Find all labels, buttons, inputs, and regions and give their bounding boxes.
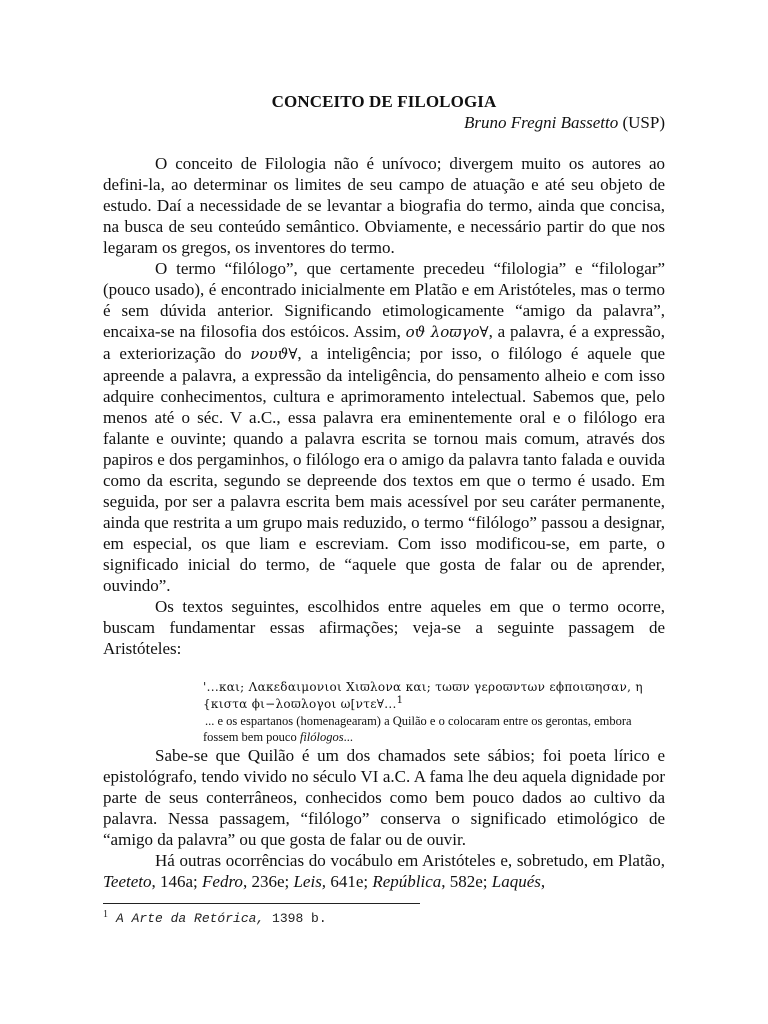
- greek-term-logos: οϑ λοϖγο∀: [405, 323, 489, 341]
- ref-1: , 146a;: [151, 872, 203, 891]
- quote-translation: [203, 713, 665, 745]
- author-name: Bruno Fregni Bassetto: [463, 113, 619, 132]
- author-affiliation: (USP): [622, 113, 665, 132]
- ref-3: 641e;: [326, 872, 373, 891]
- footnote: [103, 908, 327, 926]
- quote-greek-line-1: '...και; Λακεδαιμονιοι Χιϖλονα και; τωϖν γεροϖντων εϕποιϖησαν, η: [203, 680, 643, 694]
- quote-translation-end: ...: [343, 730, 353, 744]
- paragraph-2-text-a: O termo “filólogo”, que certamente precedeu “filologia” e “filologar” (pouco usado), é encontrado inicialmente em Platão e em Aristóteles, mas o termo é sem dúvida anterior. Significando etimologicamente “amigo da palavra”, encaixa-se na filosofia dos estóicos. Assim,: [103, 259, 665, 341]
- paragraph-5-text: Há outras ocorrências do vocábulo em Aristóteles e, sobretudo, em Platão,: [155, 851, 665, 870]
- document-title: CONCEITO DE FILOLOGIA: [271, 92, 497, 111]
- ref-4: , 582e;: [441, 872, 492, 891]
- footnote-divider: [103, 903, 420, 904]
- quote-translation-italic: filólogos: [299, 730, 344, 744]
- block-quote: [203, 679, 665, 745]
- ref-2: , 236e;: [242, 872, 294, 891]
- author-line: [103, 112, 665, 133]
- work-title-laques: Laqués: [491, 872, 541, 891]
- quote-greek-line-2: [203, 696, 665, 713]
- work-title-republica: República: [372, 872, 442, 891]
- paragraph-4: Sabe-se que Quilão é um dos chamados sete sábios; foi poeta lírico e epistológrafo, tendo vivido no século VI a.C. A fama lhe deu aquela dignidade por parte de seus conterrâneos, conhecidos como bem pouco dados ao cultivo da palavra. Nessa passagem, “filólogo” conserva o significado etimológico de “amigo da palavra” ou que gosta de falar ou de ouvir.: [103, 746, 665, 849]
- greek-term-nous: νουϑ∀: [250, 345, 298, 363]
- paragraph-2-text-b: , a palavra, é a expressão, a exteriorização do: [103, 322, 666, 363]
- footnote-number: 1: [103, 908, 108, 920]
- quote-translation-text: ... e os espartanos (homenagearam) a Quilão e o colocaram entre os gerontas, embora fossem bem pouco: [203, 714, 632, 744]
- paragraph-5: [103, 850, 665, 892]
- paragraph-3: Os textos seguintes, escolhidos entre aqueles em que o termo ocorre, buscam fundamentar essas afirmações; veja-se a seguinte passagem de Aristóteles:: [103, 597, 665, 658]
- footnote-ref-text: 1398 b.: [264, 911, 327, 926]
- quote-greek-line-2-text: {κιστα ϕι−λοϖλογοι ω[ντε∀...: [203, 697, 397, 711]
- work-title-teeteto: Teeteto: [103, 872, 152, 891]
- work-title-fedro: Fedro: [202, 872, 243, 891]
- document-page: [103, 92, 665, 892]
- paragraph-1: O conceito de Filologia não é unívoco; divergem muito os autores ao defini-la, ao determinar os limites de seu campo de atuação e até seu objeto de estudo. Daí a necessidade de se levantar a biografia do termo, ainda que concisa, na busca de seu conteúdo semântico. Obviamente, e necessário partir do que nos legaram os gregos, os inventores do termo.: [103, 154, 665, 257]
- paragraph-2: [103, 258, 665, 596]
- work-title-leis: Leis,: [293, 872, 327, 891]
- footnote-title: A Arte da Retórica,: [116, 911, 265, 926]
- footnote-ref[interactable]: 1: [396, 695, 404, 706]
- paragraph-2-text-c: , a inteligência; por isso, o filólogo é aquele que apreende a palavra, a expressão da inteligência, do pensamento alheio e com isso adquire conhecimentos, cultura e aprimoramento intelectual. Sabemos que, pelo menos até o séc. V a.C., essa palavra era eminentemente oral e o filólogo era falante e ouvinte; quando a palavra escrita se tornou mais comum, através dos papiros e dos pergaminhos, o filólogo era o amigo da palavra tanto falada e ouvida como da escrita, segundo se depreende dos textos em que o termo é usado. Em seguida, por ser a palavra escrita bem mais acessível por seu caráter permanente, ainda que restrita a um grupo mais reduzido, o termo “filólogo” passou a designar, em especial, os que liam e escreviam. Com isso modificou-se, em parte, o significado inicial do termo, de “aquele que gosta de falar ou de aprender, ouvindo”.: [103, 344, 665, 595]
- ref-5: ,: [540, 872, 546, 891]
